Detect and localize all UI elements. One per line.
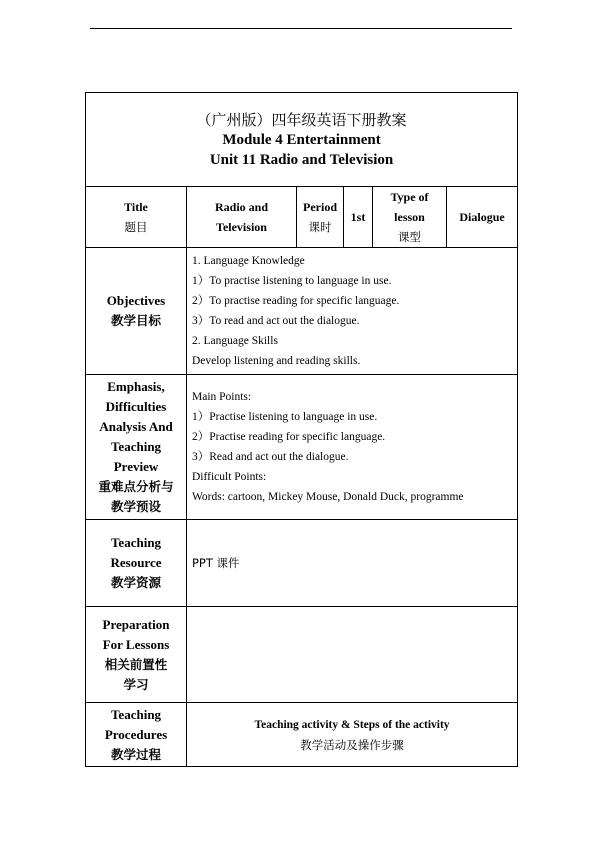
title-value-1: Radio and bbox=[214, 200, 269, 214]
emphasis-line: 1）Practise listening to language in use. bbox=[192, 411, 378, 423]
period-value: 1st bbox=[350, 210, 366, 224]
resource-content bbox=[187, 520, 518, 607]
procedures-label-1: Teaching bbox=[110, 706, 162, 722]
preparation-label-2: For Lessons bbox=[102, 636, 170, 652]
type-label-1: Type of bbox=[390, 190, 429, 204]
objectives-label-cell bbox=[86, 248, 187, 375]
emphasis-content bbox=[187, 375, 518, 520]
preparation-label-cn-2: 学习 bbox=[123, 676, 149, 692]
type-label-cell bbox=[373, 187, 447, 248]
resource-label-cell bbox=[86, 520, 187, 607]
resource-label-2: Resource bbox=[110, 555, 162, 570]
title-value-2: Television bbox=[216, 220, 267, 234]
period-label-cell bbox=[297, 187, 344, 248]
header-rule bbox=[90, 28, 512, 29]
objectives-label-cn: 教学目标 bbox=[110, 313, 161, 328]
procedures-heading-cell bbox=[187, 703, 518, 767]
emphasis-label-line: Teaching bbox=[110, 439, 162, 454]
period-value-cell bbox=[344, 187, 373, 248]
procedures-label-2: Procedures bbox=[104, 726, 168, 742]
emphasis-label-cn-1: 重难点分析与 bbox=[98, 479, 174, 494]
title-label-cell bbox=[86, 187, 187, 248]
title-value-cell bbox=[187, 187, 297, 248]
emphasis-row bbox=[86, 375, 518, 520]
preparation-label-cell bbox=[86, 607, 187, 703]
info-row bbox=[86, 187, 518, 248]
procedures-heading-en: Teaching activity & Steps of the activity bbox=[254, 718, 450, 731]
period-label-en: Period bbox=[303, 200, 337, 214]
title-label-cn: 题目 bbox=[124, 220, 148, 234]
preparation-label-1: Preparation bbox=[102, 616, 170, 632]
title-line-3: Unit 11 Radio and Television bbox=[209, 151, 394, 168]
type-value: Dialogue bbox=[459, 210, 505, 224]
objectives-line: 1. Language Knowledge bbox=[192, 255, 305, 267]
resource-label-cn: 教学资源 bbox=[110, 575, 161, 590]
objectives-line: 2）To practise reading for specific language. bbox=[192, 295, 400, 307]
preparation-label-cn-1: 相关前置性 bbox=[104, 656, 168, 672]
procedures-label-cn: 教学过程 bbox=[110, 746, 161, 762]
emphasis-label-cn-2: 教学预设 bbox=[110, 499, 161, 514]
objectives-label-en: Objectives bbox=[106, 293, 166, 308]
emphasis-line: Difficult Points: bbox=[192, 471, 267, 483]
type-label-2: lesson bbox=[394, 210, 425, 224]
objectives-line: 1）To practise listening to language in use. bbox=[192, 275, 392, 287]
procedures-label-cell bbox=[86, 703, 187, 767]
lesson-plan-table bbox=[85, 92, 518, 767]
emphasis-label-line: Difficulties bbox=[105, 399, 167, 414]
emphasis-label-cell bbox=[86, 375, 187, 520]
emphasis-line: Main Points: bbox=[192, 391, 252, 403]
type-value-cell bbox=[447, 187, 518, 248]
title-label-en: Title bbox=[124, 200, 148, 214]
preparation-row bbox=[86, 607, 518, 703]
objectives-row bbox=[86, 248, 518, 375]
resource-row bbox=[86, 520, 518, 607]
title-row bbox=[86, 93, 518, 187]
objectives-line: 2. Language Skills bbox=[192, 335, 278, 347]
procedures-row bbox=[86, 703, 518, 767]
type-label-cn: 课型 bbox=[398, 230, 421, 244]
procedures-heading-cn: 教学活动及操作步骤 bbox=[300, 737, 404, 752]
resource-label-1: Teaching bbox=[110, 535, 162, 550]
emphasis-label-line: Preview bbox=[113, 459, 159, 474]
objectives-line: Develop listening and reading skills. bbox=[192, 355, 361, 367]
objectives-line: 3）To read and act out the dialogue. bbox=[192, 315, 360, 327]
period-label-cn: 课时 bbox=[308, 220, 332, 234]
resource-value: PPT 课件 bbox=[192, 556, 240, 570]
emphasis-line: 2）Practise reading for specific language. bbox=[192, 431, 386, 443]
emphasis-label-line: Emphasis, bbox=[107, 379, 165, 394]
title-line-2: Module 4 Entertainment bbox=[222, 131, 381, 148]
document-title bbox=[86, 93, 518, 187]
emphasis-line: Words: cartoon, Mickey Mouse, Donald Duck, programme bbox=[192, 491, 464, 503]
title-line-1: （广州版）四年级英语下册教案 bbox=[196, 110, 407, 129]
emphasis-label-line: Analysis And bbox=[99, 419, 173, 434]
objectives-content bbox=[187, 248, 518, 375]
emphasis-line: 3）Read and act out the dialogue. bbox=[192, 451, 349, 463]
preparation-content bbox=[187, 607, 518, 703]
